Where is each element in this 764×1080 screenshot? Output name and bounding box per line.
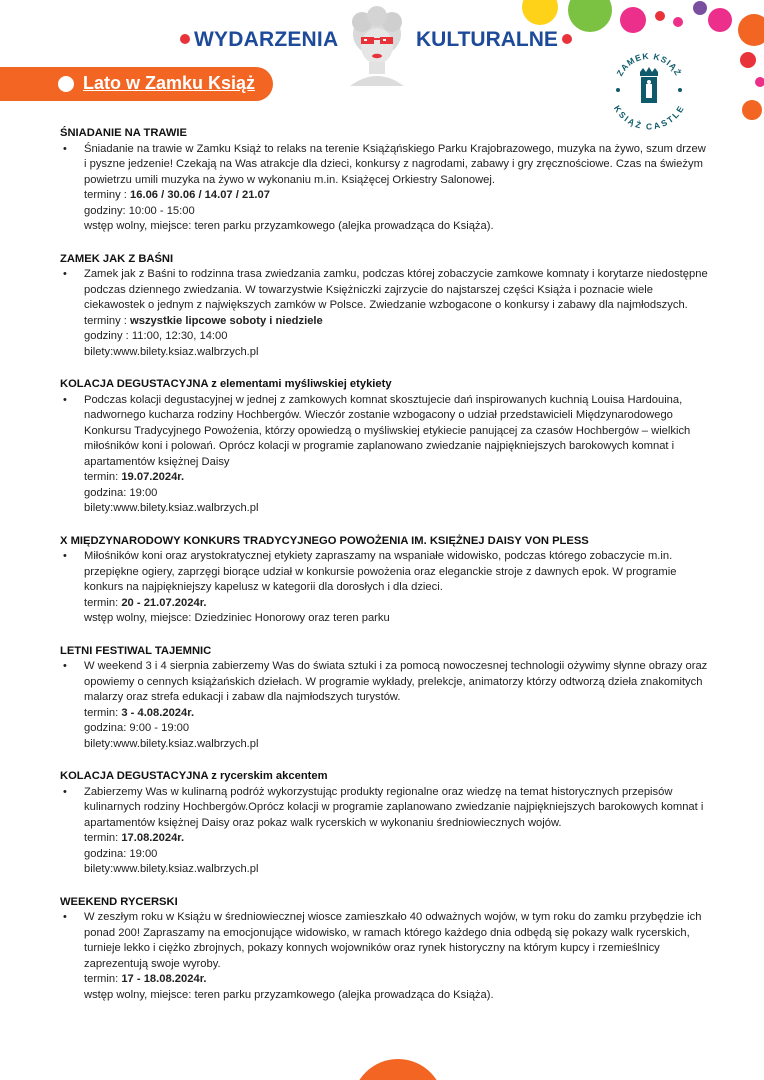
event-date-value: 20 - 21.07.2024r.	[121, 596, 207, 609]
event-item	[60, 267, 710, 360]
svg-text:ZAMEK KSIĄŻ: ZAMEK KSIĄŻ	[614, 50, 684, 78]
event-description: Śniadanie na trawie w Zamku Książ to relaks na terenie Książąńskiego Parku Krajobrazowego, muzyka na żywo, szum drzew i pyszne jedzenie! Czekają na Was atrakcje dla dzieci, konkursy z nagrodami, zabawy i gry zręcznościowe. Czas na świeżym powietrzu umili muzyka na żywo w wykonaniu m.in. Książęcej Orkiestry Salonowej.	[84, 142, 706, 186]
event-section	[60, 895, 710, 1004]
ticket-link[interactable]: bilety:www.bilety.ksiaz.walbrzych.pl	[84, 502, 259, 514]
events-list	[60, 126, 710, 1020]
bullet-icon: •	[63, 550, 67, 562]
event-date-label: termin:	[84, 471, 122, 483]
event-dates	[84, 188, 710, 204]
event-section	[60, 252, 710, 361]
deco-dot-red	[740, 52, 756, 68]
event-item	[60, 142, 710, 235]
event-section	[60, 769, 710, 878]
event-description: Podczas kolacji degustacyjnej w jednej z zamkowych komnat skosztujecie dań inspirowanych kuchnią Louisa Hardouina, nadwornego kucharza rodziny Hochbergów. Wieczór zostanie wzbogacony o udział przedstawicieli Międzynarodowego Konkursu Tradycyjnego Powożenia, którzy opowiedzą o myśliwskiej etykiecie panującej za czasów Hochbergów – wielkich miłośników koni i polowań. Oprócz kolacji w programie zaplanowano zwiedzanie najpiękniejszych barokowych komnat i apartamentów księżnej Daisy	[84, 393, 691, 468]
bullet-icon: •	[63, 142, 67, 155]
event-date-label: termin:	[84, 832, 122, 844]
ticket-link[interactable]: bilety:www.bilety.ksiaz.walbrzych.pl	[84, 345, 259, 358]
zamek-ksiaz-logo	[606, 46, 692, 132]
event-date-label: termin:	[84, 706, 122, 719]
event-item	[60, 659, 710, 752]
event-hours: godzina: 19:00	[84, 486, 158, 499]
event-description: Zabierzemy Was w kulinarną podróż wykorzystując produkty regionalne oraz wiedzę na temat historycznych przepisów kulinarnych rodziny Hochbergów.Oprócz kolacji w programie zaplanowano zwiedzanie najpiękniejszych barokowych komnat i apartamentów księżnej Daisy oraz pokaz walk rycerskich w wykonaniu średniowiecznych wojów.	[84, 785, 704, 829]
event-item	[60, 785, 710, 878]
deco-dot-yellow	[522, 0, 558, 25]
event-item	[60, 393, 710, 517]
event-hours: godzina: 9:00 - 19:00	[84, 722, 190, 734]
event-location: wstęp wolny, miejsce: teren parku przyzamkowego (alejka prowadząca do Książa).	[84, 988, 494, 1001]
title-dot-icon	[180, 34, 190, 44]
event-item	[60, 549, 710, 627]
event-title: KOLACJA DEGUSTACYJNA z elementami myśliwskiej etykiety	[60, 378, 392, 390]
event-date-value: 17.08.2024r.	[121, 832, 185, 844]
event-description: W weekend 3 i 4 sierpnia zabierzemy Was do świata sztuki i za pomocą nowoczesnej technologii ożywimy słynne obrazy oraz opowiemy o cennych książańskich dziełach. W programie wykłady, prelekcje, animatorzy którzy odtworzą dzieła znakomitych malarzy oraz strefa edukacji i zabaw dla najmłodszych turystów.	[84, 660, 708, 703]
event-section	[60, 126, 710, 235]
deco-dot-orange	[742, 100, 762, 120]
event-dates	[84, 831, 710, 847]
event-hours: godziny: 10:00 - 15:00	[84, 204, 195, 217]
event-date-label: termin:	[84, 973, 122, 985]
event-title: X MIĘDZYNARODOWY KONKURS TRADYCYJNEGO POWOŻENIA IM. KSIĘŻNEJ DAISY VON PLESS	[60, 534, 589, 547]
title-dot-icon	[562, 34, 572, 44]
bullet-icon: •	[63, 660, 67, 672]
bust-with-sunglasses-icon	[340, 6, 414, 86]
event-date-label: termin:	[84, 596, 122, 609]
event-description: Miłośników koni oraz arystokratycznej etykiety zapraszamy na wspaniałe widowisko, podczas którego zobaczycie m.in. przepiękne ogiery, zaprzęgi biorące udział w konkursie powożenia oraz eleganckie stroje z dawnych epok. W programie konkurs na najpiękniejszy kapelusz w kategorii dla dorosłych i dla dzieci.	[84, 550, 677, 593]
deco-dot-pink	[755, 77, 764, 87]
event-description: W zeszłym roku w Książu w średniowiecznej wiosce zamieszkało 40 odważnych wojów, w tym roku do zamku przybędzie ich ponad 200! Zapraszamy na emocjonujące widowisko, w ramach którego każdego dnia odbędą się pokazy walk rycerskich, turnieje lekko i ciężko zbrojnych, pokazy konnych wojowników oraz rynek historyczny na którym kupcy i rzemieślnicy zaprezentują swoje wyroby.	[84, 911, 702, 970]
event-date-value: wszystkie lipcowe soboty i niedziele	[130, 314, 323, 327]
event-date-value: 17 - 18.08.2024r.	[121, 973, 207, 985]
title-right-text: KULTURALNE	[416, 28, 558, 51]
event-location: wstęp wolny, miejsce: teren parku przyzamkowego (alejka prowadząca do Książa).	[84, 220, 494, 232]
deco-dot-bottom	[352, 1059, 444, 1080]
event-dates	[84, 596, 710, 612]
event-hours: godzina: 19:00	[84, 847, 158, 860]
event-date-value: 16.06 / 30.06 / 14.07 / 21.07	[130, 189, 270, 201]
event-title: ZAMEK JAK Z BAŚNI	[60, 252, 174, 265]
event-description: Zamek jak z Baśni to rodzinna trasa zwiedzania zamku, podczas której zobaczycie zamkowe komnaty i korytarze niedostępne podczas dziennego zwiedzania. W towarzystwie Księżniczki zajrzycie do najstarszej części Książa i poznacie wiele ciekawostek o jednym z największych zamków w Polsce. Zwiedzanie wzbogacone o konkursy i zabawy dla najmłodszych.	[84, 268, 708, 311]
event-date-value: 19.07.2024r.	[121, 471, 185, 483]
event-dates	[84, 972, 710, 988]
title-left	[180, 28, 338, 52]
ticket-link[interactable]: bilety:www.bilety.ksiaz.walbrzych.pl	[84, 863, 259, 875]
deco-dot-orange	[738, 14, 764, 46]
bullet-icon: •	[63, 785, 67, 798]
banner-link[interactable]: Lato w Zamku Książ	[83, 73, 256, 93]
deco-dot-pink	[708, 8, 732, 32]
event-date-value: 3 - 4.08.2024r.	[121, 706, 195, 719]
svg-text:KSIĄŻ CASTLE: KSIĄŻ CASTLE	[611, 103, 687, 132]
event-date-label: terminy :	[84, 189, 131, 201]
bullet-icon: •	[63, 268, 67, 280]
ticket-link[interactable]: bilety:www.bilety.ksiaz.walbrzych.pl	[84, 737, 259, 750]
deco-dot-pink	[620, 7, 646, 33]
event-title: WEEKEND RYCERSKI	[60, 895, 178, 908]
event-hours: godziny : 11:00, 12:30, 14:00	[84, 330, 228, 342]
event-title: KOLACJA DEGUSTACYJNA z rycerskim akcentem	[60, 770, 328, 782]
event-section	[60, 377, 710, 517]
event-item	[60, 910, 710, 1003]
title-right	[416, 28, 572, 52]
event-dates	[84, 470, 710, 486]
title-left-text: WYDARZENIA	[194, 28, 339, 51]
event-location: wstęp wolny, miejsce: Dziedziniec Honorowy oraz teren parku	[84, 612, 390, 624]
event-section	[60, 644, 710, 753]
event-section	[60, 534, 710, 627]
bullet-icon: •	[63, 393, 67, 406]
event-title: LETNI FESTIWAL TAJEMNIC	[60, 644, 212, 657]
deco-dot-violet	[693, 1, 707, 15]
deco-dot-pink	[673, 17, 683, 27]
event-dates	[84, 314, 710, 330]
event-date-label: terminy :	[84, 314, 131, 327]
bullet-icon: •	[63, 911, 67, 923]
banner-dot-icon	[58, 76, 74, 92]
event-title: ŚNIADANIE NA TRAWIE	[60, 127, 187, 139]
event-dates	[84, 706, 710, 722]
deco-dot-red	[655, 11, 665, 21]
